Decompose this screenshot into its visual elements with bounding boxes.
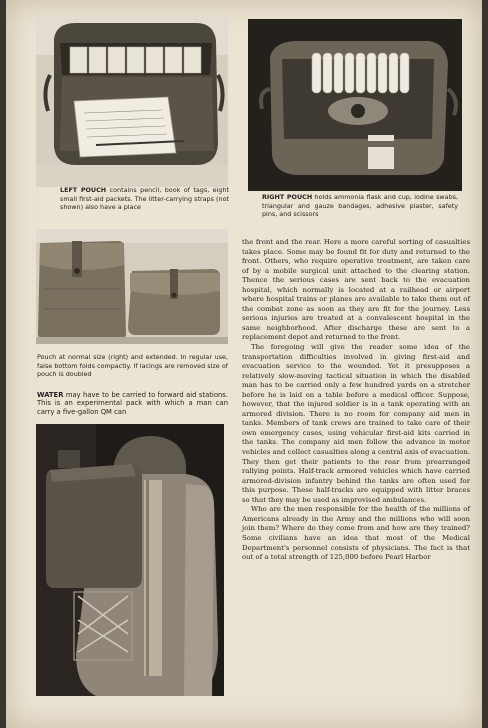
photo-water-pack xyxy=(36,424,224,696)
article-paragraph: The foregoing will give the reader some idea of the transportation difficulties involved in giving first-aid and evacuation service to the wounded. Yet it presupposes a relatively slow-moving tactical situation in which the disabled man has to be carried only a few hundred yards on a stretcher before he is laid on a table before a medical officer. Suppose, however, that the injured soldier is in a tank operating with an armored division. There is no room for company aid men in tanks. Members of tank crews are trained to take care of their own emergency cases, using vehicular first-aid kits carried in the tanks. The company aid men follow the advance in motor vehicles and collect casualties along a central axis of evacuation. They then get their patients to the rear from prearranged rallying points. Half-track armored vehicles which have carried armored-division infantry behind the tanks are often used for this purpose. These half-tracks are equipped with litter braces so that they may be used as improvised ambulances. xyxy=(242,343,470,504)
caption-pouch-size-text: Pouch at normal size (right) and extended. In regular use, false bottom folds compactly. If lacings are removed size of pouch is doubled xyxy=(37,353,228,379)
caption-left-pouch-lead: LEFT POUCH xyxy=(60,186,107,194)
article-body xyxy=(242,238,470,563)
caption-right-pouch-lead: RIGHT POUCH xyxy=(262,193,313,201)
article-paragraph: Who are the men responsible for the health of the millions of Americans already in the Army and the millions who will soon join them? Where do they come from and how are they trained? Some civilians have an idea that most of the Medical Department's personnel consists of physicians. The fact is that out of a total strength of 125,000 before Pearl Harbor xyxy=(242,505,470,562)
article-paragraph: the front and the rear. Here a more careful sorting of casualties takes place. Some may be found fit for duty and returned to the front. Others, who require operative treatment, are taken care of by a mobile surgical unit attached to the clearing station. Thence the serious cases are sent back to the evacuation hospital, which normally is located at a railhead or airport where hospital trains or planes are available to take them out of the combat zone as soon as they are fit for the journey. Less serious injuries are treated at a convalescent hospital in the same neighborhood. After discharge these are sent to a replacement depot and returned to the front. xyxy=(242,238,470,342)
caption-right-pouch xyxy=(262,193,458,219)
caption-pouch-size xyxy=(37,353,228,379)
caption-left-pouch xyxy=(60,186,229,212)
photo-left-pouch xyxy=(36,15,228,187)
magazine-page xyxy=(6,0,482,728)
caption-left-pouch-text: contains pencil, book of tags, eight small first-aid packets. The litter-carrying straps (not shown) also have a place xyxy=(60,186,229,212)
photo-pouch-pair xyxy=(36,229,228,344)
caption-water-text: may have to be carried to forward aid stations. This is an experimental pack with which a man can carry a five-gallon QM can xyxy=(37,391,228,416)
caption-water-lead: WATER xyxy=(37,391,64,399)
photo-right-pouch xyxy=(248,19,462,191)
caption-right-pouch-text: holds ammonia flask and cup, iodine swabs, triangular and gauze bandages, adhesive plaster, safety pins, and scissors xyxy=(262,193,458,219)
caption-water xyxy=(37,391,228,416)
